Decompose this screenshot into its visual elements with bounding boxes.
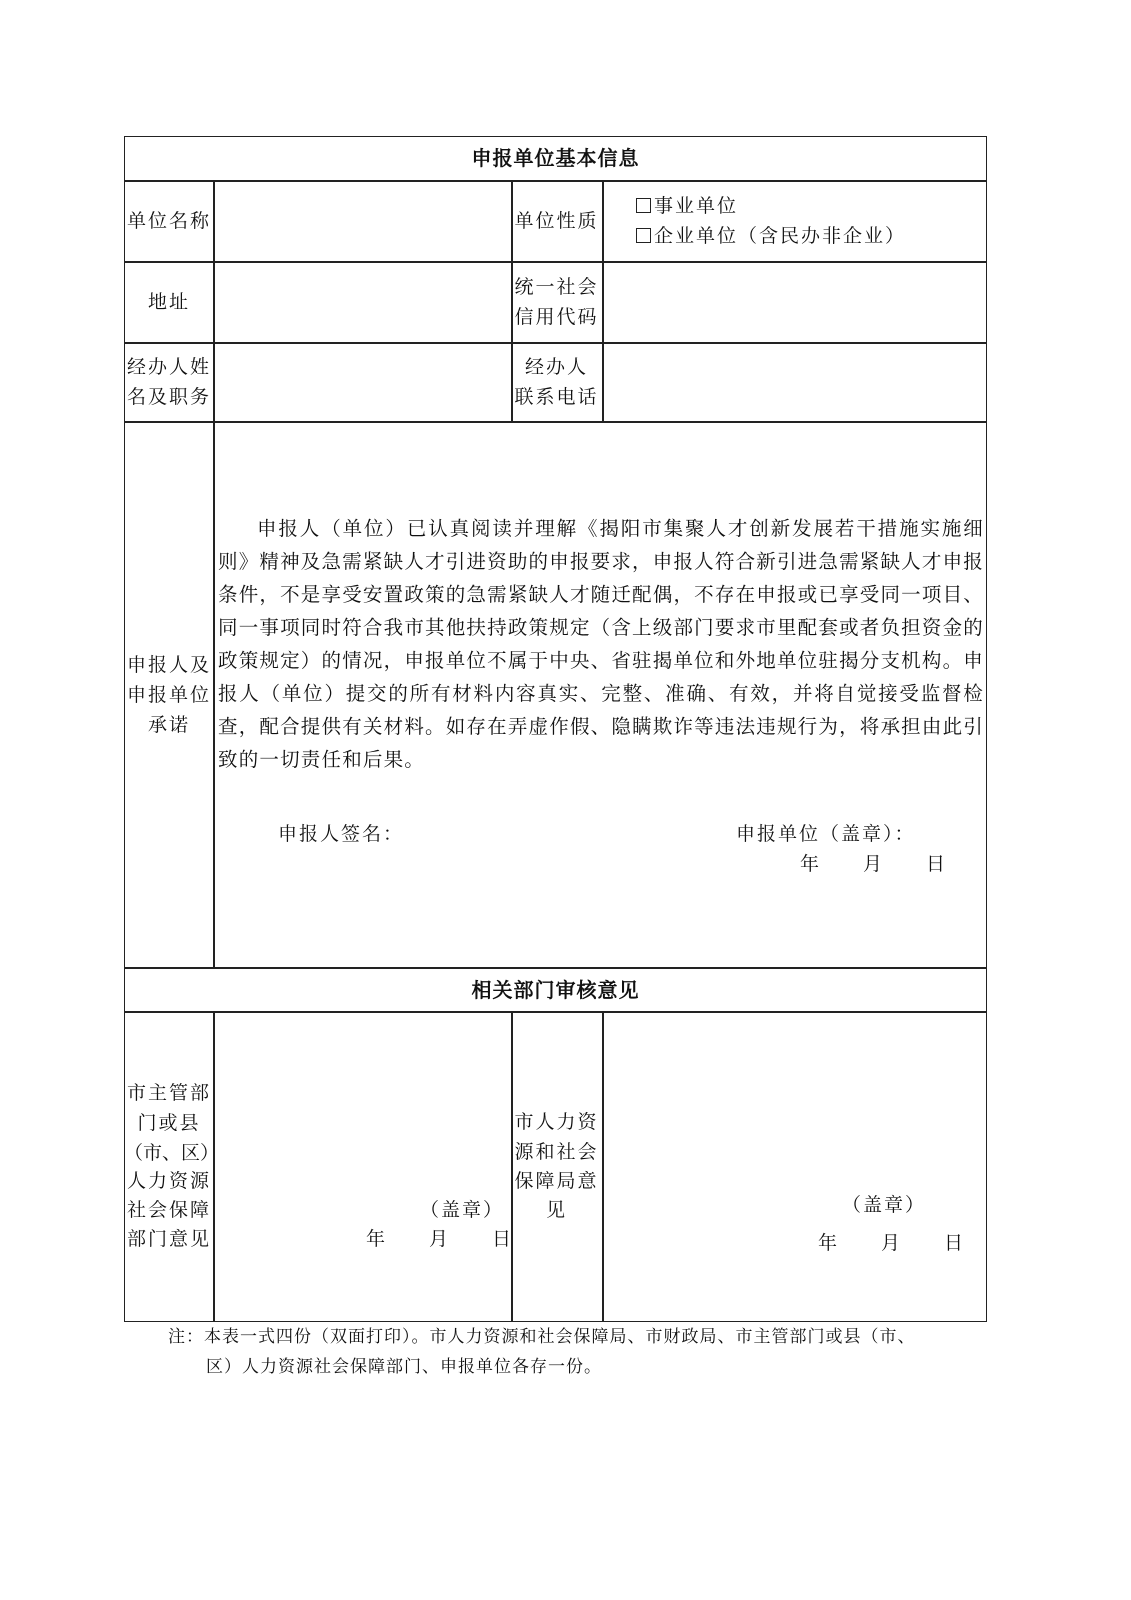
applicant-signature-label: 申报人签名： <box>278 823 405 845</box>
address-field[interactable] <box>215 263 510 341</box>
right-review-label-line3: 保障局意 <box>514 1170 599 1192</box>
handler-phone-label-line1: 经办人 <box>524 356 588 378</box>
commitment-label-line3: 承诺 <box>147 714 190 736</box>
right-review-date: 年 月 日 <box>818 1232 966 1254</box>
unit-seal-label: 申报单位（盖章）： <box>736 823 916 845</box>
nature-option-public[interactable]: 事业单位 <box>636 191 738 221</box>
left-review-label-line1: 市主管部 <box>126 1082 211 1104</box>
left-review-date: 年 月 日 <box>366 1228 514 1250</box>
left-review-label-line6: 部门意见 <box>126 1228 211 1250</box>
unit-name-label: 单位名称 <box>126 210 211 232</box>
nature-option-enterprise[interactable]: 企业单位（含民办非企业） <box>636 221 906 251</box>
checkbox-icon[interactable] <box>636 198 651 213</box>
address-label: 地址 <box>147 291 190 313</box>
footnote-line2: 区）人力资源社会保障部门、申报单位各存一份。 <box>206 1357 602 1377</box>
right-review-label-line2: 源和社会 <box>514 1141 599 1163</box>
handler-name-label-line2: 名及职务 <box>126 386 211 408</box>
right-seal-label: （盖章） <box>842 1194 927 1216</box>
handler-phone-label-line2: 联系电话 <box>514 386 599 408</box>
left-seal-label: （盖章） <box>420 1199 505 1221</box>
left-review-label-line5: 社会保障 <box>126 1199 211 1221</box>
section-title-review: 相关部门审核意见 <box>471 978 640 1002</box>
left-review-label-line3: （市、区） <box>124 1142 220 1164</box>
commitment-label-line1: 申报人及 <box>126 654 211 676</box>
left-review-label-line4: 人力资源 <box>126 1170 211 1192</box>
credit-code-label-line1: 统一社会 <box>514 276 599 298</box>
row-divider <box>124 967 987 969</box>
footnote-line1: 注：本表一式四份（双面打印）。市人力资源和社会保障局、市财政局、市主管部门或县（市、 <box>168 1327 916 1347</box>
row-divider <box>124 421 987 423</box>
left-review-label-line2: 门或县 <box>137 1112 201 1134</box>
section-title-basic-info: 申报单位基本信息 <box>471 146 640 170</box>
handler-name-field[interactable] <box>215 344 510 420</box>
right-review-label-line1: 市人力资 <box>514 1111 599 1133</box>
unit-nature-label: 单位性质 <box>514 210 599 232</box>
commitment-date: 年 月 日 <box>800 853 948 875</box>
col-divider <box>602 1011 604 1322</box>
credit-code-field[interactable] <box>604 263 986 341</box>
handler-name-label-line1: 经办人姓 <box>126 356 211 378</box>
credit-code-label-line2: 信用代码 <box>514 306 599 328</box>
right-review-label-line4: 见 <box>545 1199 567 1221</box>
row-divider <box>124 1011 987 1013</box>
handler-phone-field[interactable] <box>604 344 986 420</box>
commitment-label-line2: 申报单位 <box>126 684 211 706</box>
commitment-text: 申报人（单位）已认真阅读并理解《揭阳市集聚人才创新发展若干措施实施细则》精神及急需紧缺人才引进资助的申报要求，申报人符合新引进急需紧缺人才申报条件，不是享受安置政策的急需紧缺人才随迁配偶，不存在申报或已享受同一项目、同一事项同时符合我市其他扶持政策规定（含上级部门要求市里配套或者负担资金的政策规定）的情况，申报单位不属于中央、省驻揭单位和外地单位驻揭分支机构。申报人（单位）提交的所有材料内容真实、完整、准确、有效，并将自觉接受监督检查，配合提供有关材料。如存在弄虚作假、隐瞒欺诈等违法违规行为，将承担由此引致的一切责任和后果。 <box>218 517 984 771</box>
unit-name-field[interactable] <box>215 182 510 260</box>
checkbox-icon[interactable] <box>636 228 651 243</box>
